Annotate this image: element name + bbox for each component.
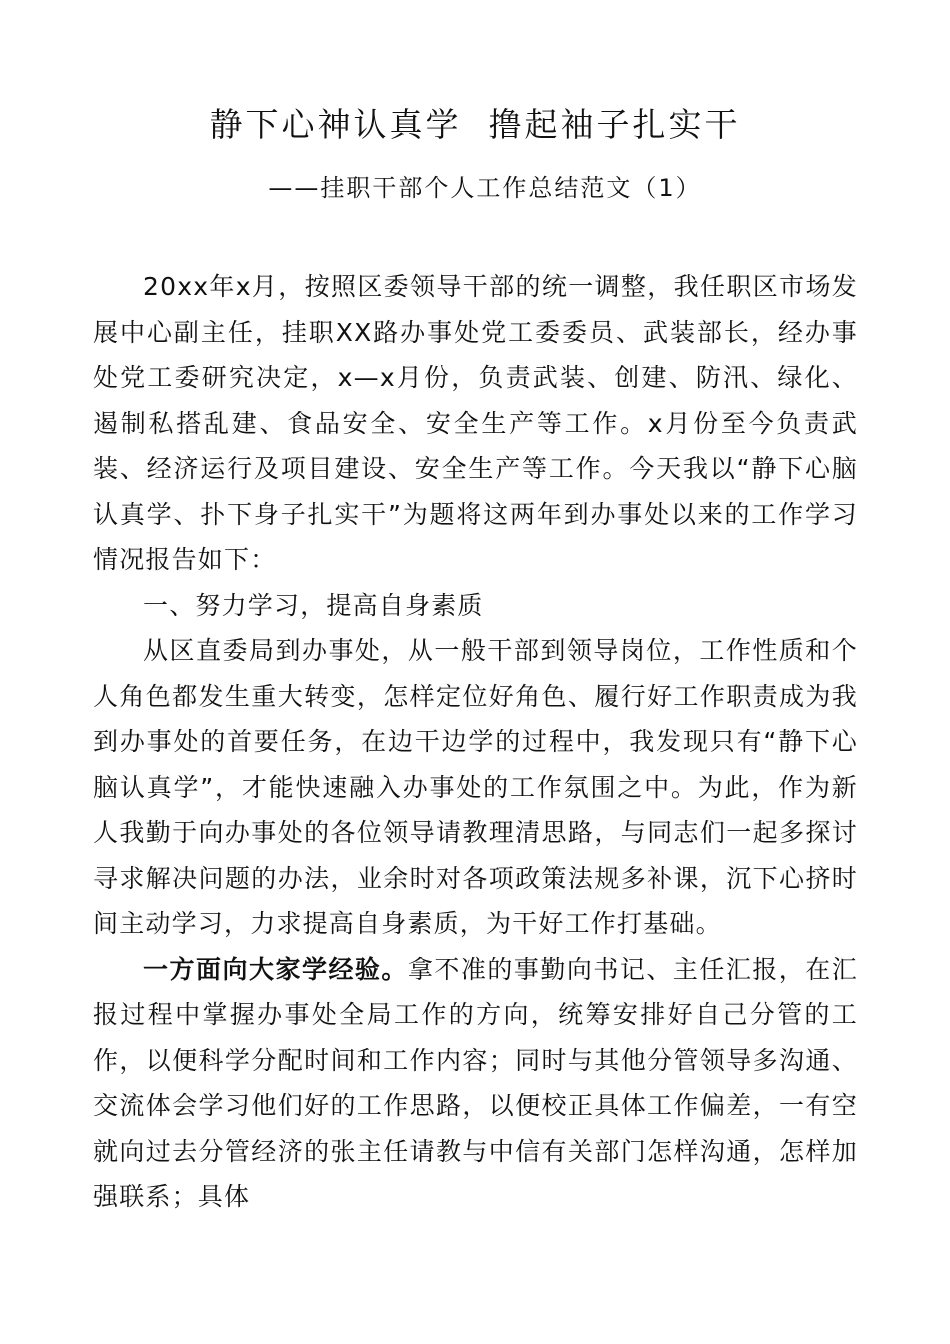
document-title: 静下心神认真学 撸起袖子扎实干 [209,105,741,144]
paragraph-experience [93,947,858,1220]
section-heading-1: 一、努力学习，提高自身素质 [143,590,484,620]
paragraph-study: 从区直委局到办事处，从一般干部到领导岗位，工作性质和个人角色都发生重大转变，怎样定位好角色、履行好工作职责成为我到办事处的首要任务，在边干边学的过程中，我发现只有“静下心脑认真学”，才能快速融入办事处的工作氛围之中。为此，作为新人我勤于向办事处的各位领导请教理清思路，与同志们一起多探讨寻求解决问题的办法，业余时对各项政策法规多补课，沉下心挤时间主动学习，力求提高自身素质，为干好工作打基础。 [93,636,858,938]
document-body [93,264,858,1220]
document-subtitle: ——挂职干部个人工作总结范文（1） [268,174,702,202]
paragraph-lead-bold: 一方面向大家学经验。 [143,954,408,984]
paragraph-intro: 20xx年x月，按照区委领导干部的统一调整，我任职区市场发展中心副主任，挂职XX路办事处党工委委员、武装部长，经办事处党工委研究决定，x—x月份，负责武装、创建、防汛、绿化、遏制私搭乱建、食品安全、安全生产等工作。x月份至今负责武装、经济运行及项目建设、安全生产等工作。今天我以“静下心脑认真学、扑下身子扎实干”为题将这两年到办事处以来的工作学习情况报告如下： [93,272,858,574]
paragraph-experience-text: 拿不准的事勤向书记、主任汇报，在汇报过程中掌握办事处全局工作的方向，统筹安排好自己分管的工作，以便科学分配时间和工作内容；同时与其他分管领导多沟通、交流体会学习他们好的工作思路，以便校正具体工作偏差，一有空就向过去分管经济的张主任请教与中信有关部门怎样沟通，怎样加强联系；具体 [93,954,858,1211]
